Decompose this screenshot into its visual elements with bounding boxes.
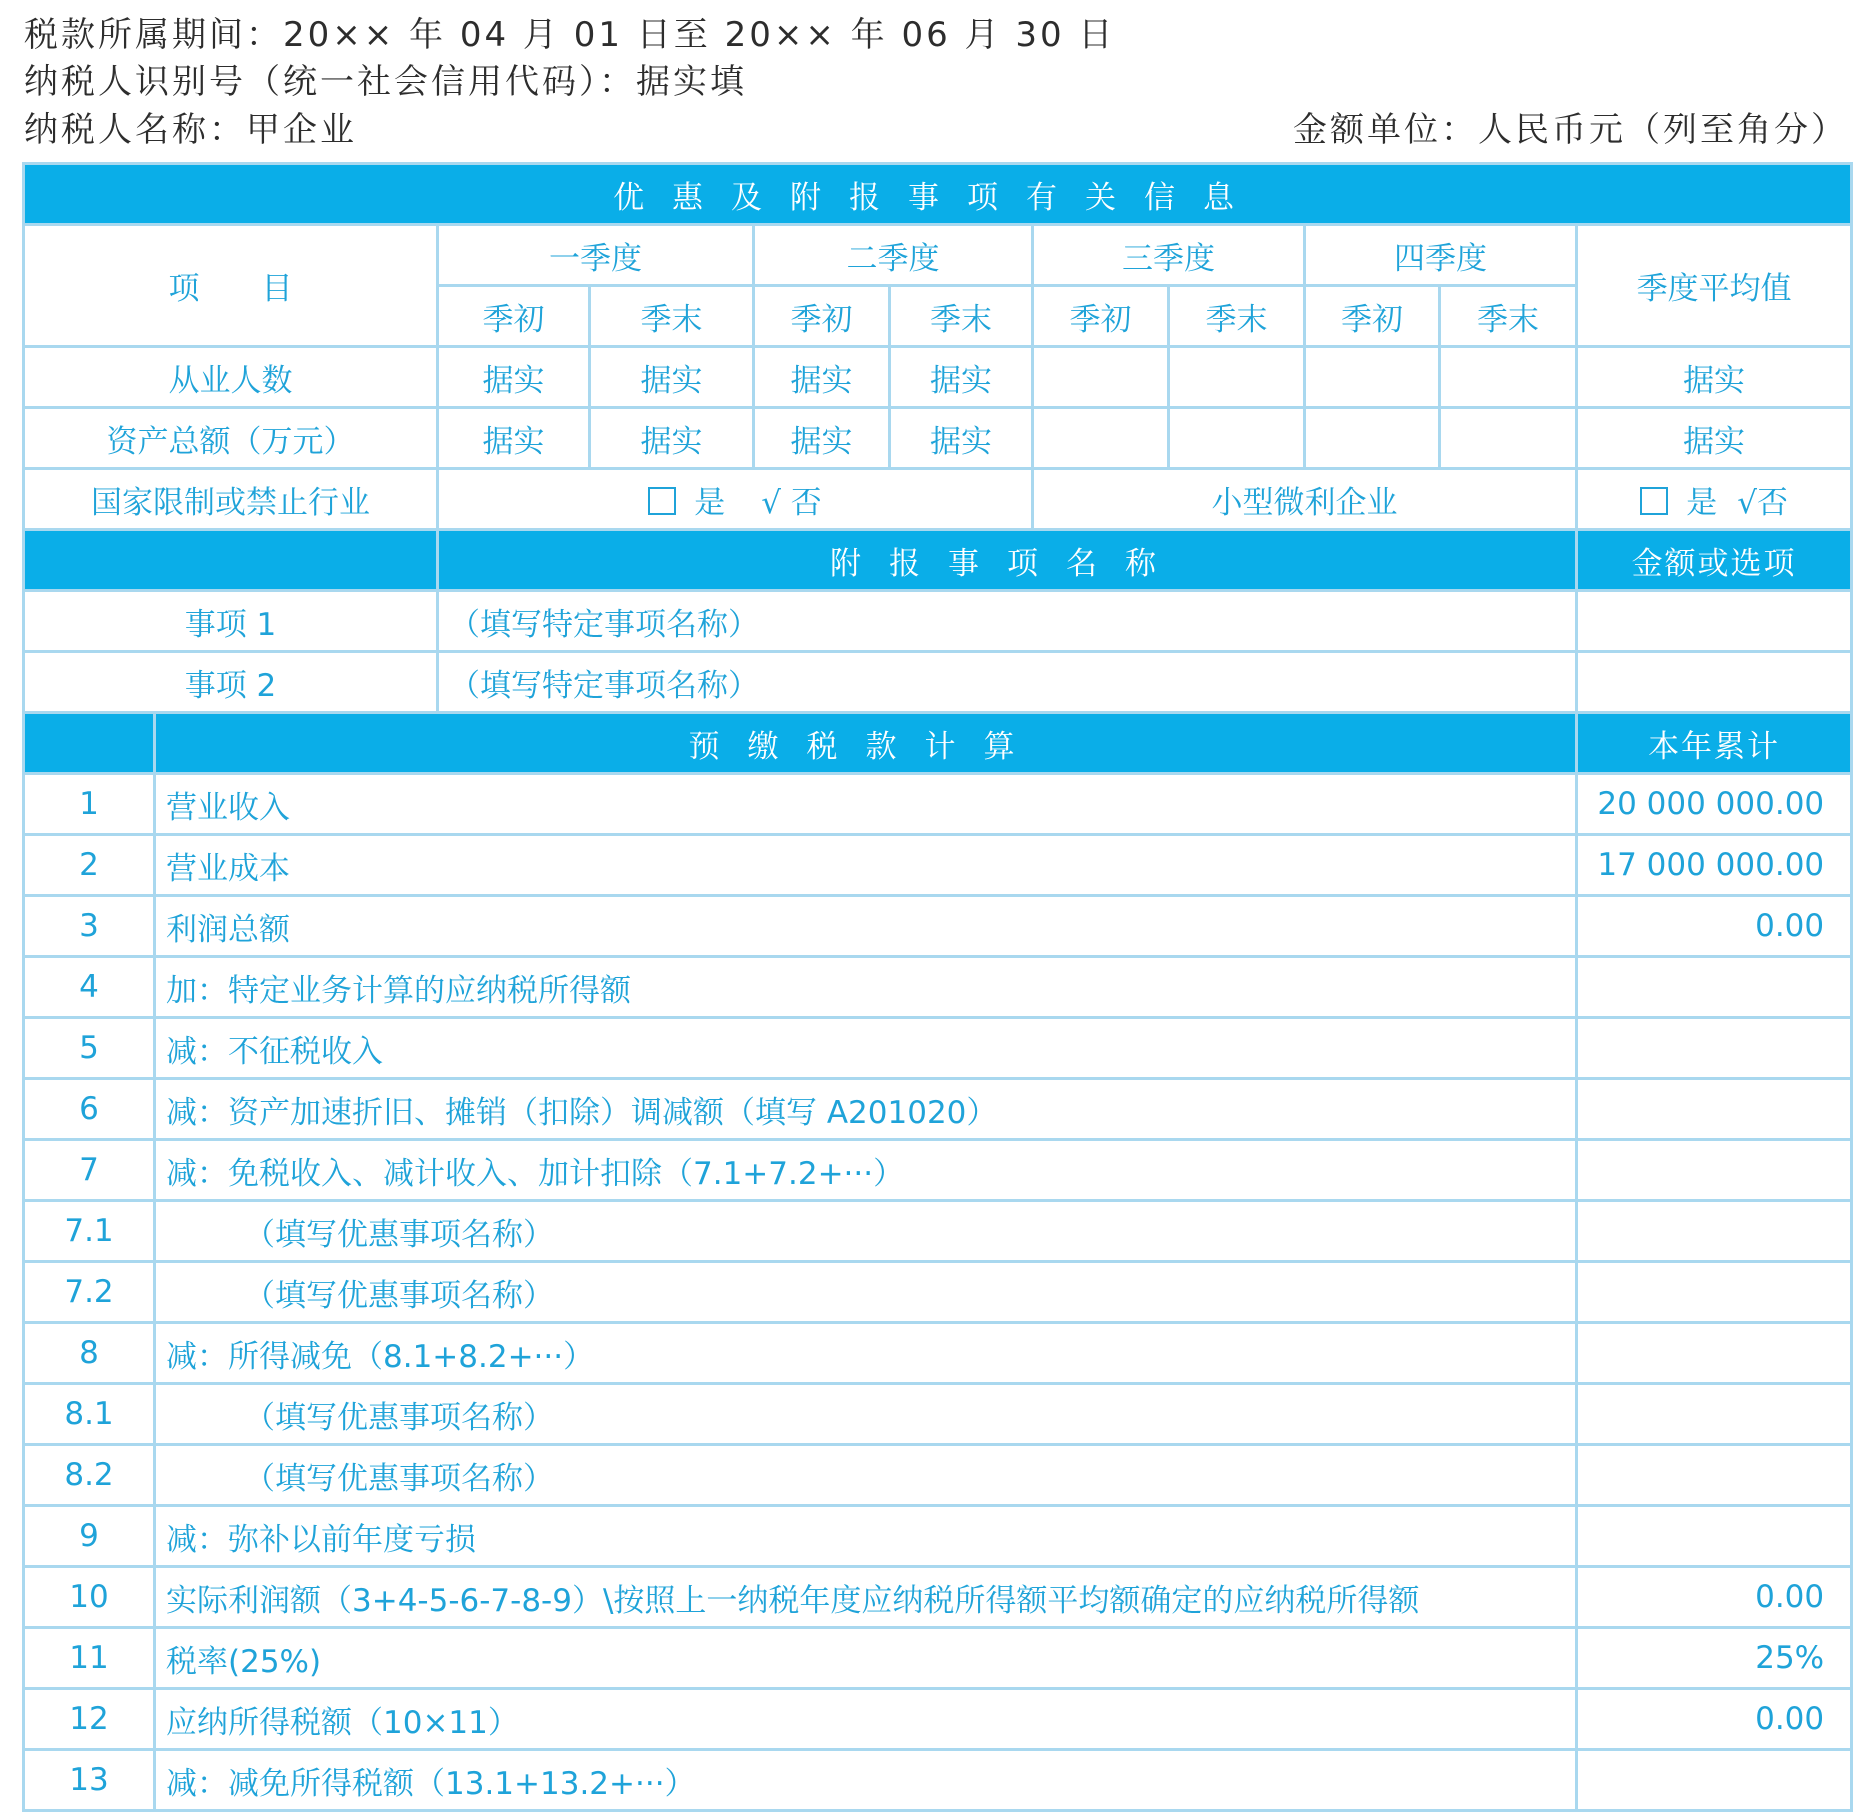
row-value[interactable]: 20 000 000.00 [1577,774,1852,835]
row-label: 减：免税收入、减计收入、加计扣除（7.1+7.2+···） [155,1140,1577,1201]
row-value[interactable]: 0.00 [1577,1689,1852,1750]
row-number: 4 [24,957,155,1018]
calc-row [24,957,1852,1018]
total-assets-label: 资产总额（万元） [24,408,438,469]
calc-row [24,1567,1852,1628]
row-number: 1 [24,774,155,835]
restricted-industry-row [24,469,1852,530]
quarter-1-header: 一季度 [438,225,754,286]
checkbox-icon[interactable] [648,487,676,515]
row-value[interactable] [1577,1201,1852,1262]
row-value[interactable]: 0.00 [1577,1567,1852,1628]
row-number: 9 [24,1506,155,1567]
row-label: 利润总额 [155,896,1577,957]
row-label: 加：特定业务计算的应纳税所得额 [155,957,1577,1018]
average-header: 季度平均值 [1577,225,1852,347]
row-value[interactable] [1577,957,1852,1018]
small-no-option[interactable]: √否 [1737,484,1788,521]
period-line: 税款所属期间：20×× 年 04 月 01 日至 20×× 年 06 月 30 日 [24,15,1116,55]
checkbox-icon[interactable] [1640,487,1668,515]
q3-end-header: 季末 [1169,286,1305,347]
restricted-industry-options [438,469,1033,530]
item-header: 项 目 [24,225,438,347]
section2-title: 附报事项名称 [438,530,1577,591]
calc-row [24,1323,1852,1384]
row-value[interactable] [1577,1140,1852,1201]
section2-blank [24,530,438,591]
row-label: （填写优惠事项名称） [155,1384,1577,1445]
attached-item-name[interactable]: （填写特定事项名称） [438,591,1577,652]
row-value[interactable] [1577,1750,1852,1811]
calc-row [24,1506,1852,1567]
q2-start-header: 季初 [754,286,890,347]
attached-item-row [24,591,1852,652]
total-header: 本年累计 [1577,713,1852,774]
row-number: 8.1 [24,1384,155,1445]
row-value[interactable] [1577,1262,1852,1323]
q2-end-header: 季末 [890,286,1033,347]
row-label: 减：弥补以前年度亏损 [155,1506,1577,1567]
q1-start-header: 季初 [438,286,590,347]
tax-prepayment-table [22,162,1853,1812]
calc-row [24,1445,1852,1506]
calc-row [24,1201,1852,1262]
value-cell[interactable]: 据实 [590,347,754,408]
taxpayer-name-line: 纳税人名称：甲企业 [24,110,357,150]
row-label: （填写优惠事项名称） [155,1201,1577,1262]
row-value[interactable] [1577,1506,1852,1567]
calc-row [24,1628,1852,1689]
row-number: 7.1 [24,1201,155,1262]
attached-item-label: 事项 2 [24,652,438,713]
q4-start-header: 季初 [1305,286,1440,347]
row-number: 11 [24,1628,155,1689]
amount-unit-line: 金额单位：人民币元（列至角分） [1293,110,1848,150]
row-value[interactable] [1577,1323,1852,1384]
average-cell[interactable]: 据实 [1577,408,1852,469]
small-enterprise-options [1577,469,1852,530]
value-cell[interactable]: 据实 [438,408,590,469]
calc-row [24,835,1852,896]
attached-item-name[interactable]: （填写特定事项名称） [438,652,1577,713]
restricted-yes-option[interactable]: 是 [694,484,726,521]
section3-title: 预缴税款计算 [155,713,1577,774]
section2-title-row [24,530,1852,591]
row-number: 13 [24,1750,155,1811]
attached-item-value[interactable] [1577,591,1852,652]
calc-row [24,774,1852,835]
employee-count-label: 从业人数 [24,347,438,408]
value-cell[interactable] [1305,347,1440,408]
row-value[interactable] [1577,1384,1852,1445]
calc-row [24,1689,1852,1750]
value-cell[interactable] [1305,408,1440,469]
calc-row [24,1384,1852,1445]
calc-row [24,896,1852,957]
value-cell[interactable]: 据实 [754,347,890,408]
calc-row [24,1750,1852,1811]
calc-row [24,1262,1852,1323]
row-value[interactable] [1577,1445,1852,1506]
row-value[interactable]: 17 000 000.00 [1577,835,1852,896]
row-label: （填写优惠事项名称） [155,1445,1577,1506]
row-label: 实际利润额（3+4-5-6-7-8-9）\按照上一纳税年度应纳税所得额平均额确定的应纳税所得额 [155,1567,1577,1628]
value-cell[interactable] [1169,408,1305,469]
row-number: 2 [24,835,155,896]
section1-title-row [24,164,1852,225]
row-label: 税率(25%) [155,1628,1577,1689]
value-cell[interactable]: 据实 [890,408,1033,469]
section3-blank [24,713,155,774]
quarter-header-row [24,225,1852,286]
row-number: 6 [24,1079,155,1140]
value-cell[interactable] [1440,408,1577,469]
attached-item-value[interactable] [1577,652,1852,713]
value-cell[interactable] [1169,347,1305,408]
quarter-3-header: 三季度 [1033,225,1305,286]
row-value[interactable] [1577,1018,1852,1079]
row-number: 3 [24,896,155,957]
restricted-industry-label: 国家限制或禁止行业 [24,469,438,530]
row-value[interactable]: 25% [1577,1628,1852,1689]
section1-title: 优惠及附报事项有关信息 [24,164,1852,225]
row-label: 减：所得减免（8.1+8.2+···） [155,1323,1577,1384]
row-label: 减：不征税收入 [155,1018,1577,1079]
small-enterprise-label: 小型微利企业 [1033,469,1577,530]
total-assets-row [24,408,1852,469]
calc-row [24,1018,1852,1079]
value-cell[interactable]: 据实 [590,408,754,469]
row-number: 8 [24,1323,155,1384]
value-cell[interactable]: 据实 [438,347,590,408]
row-label: 减：资产加速折旧、摊销（扣除）调减额（填写 A201020） [155,1079,1577,1140]
section3-title-row [24,713,1852,774]
row-label: 应纳所得税额（10×11） [155,1689,1577,1750]
row-label: 营业收入 [155,774,1577,835]
row-value[interactable]: 0.00 [1577,896,1852,957]
row-label: （填写优惠事项名称） [155,1262,1577,1323]
row-number: 10 [24,1567,155,1628]
attached-item-row [24,652,1852,713]
row-value[interactable] [1577,1079,1852,1140]
row-label: 营业成本 [155,835,1577,896]
row-number: 8.2 [24,1445,155,1506]
employee-count-row [24,347,1852,408]
calc-row [24,1079,1852,1140]
value-cell[interactable] [1033,347,1169,408]
taxpayer-id-line: 纳税人识别号（统一社会信用代码）：据实填 [24,62,747,102]
q1-end-header: 季末 [590,286,754,347]
value-cell[interactable] [1033,408,1169,469]
attached-item-label: 事项 1 [24,591,438,652]
row-number: 5 [24,1018,155,1079]
value-cell[interactable]: 据实 [890,347,1033,408]
restricted-no-option[interactable]: √ 否 [761,484,822,521]
quarter-4-header: 四季度 [1305,225,1577,286]
q4-end-header: 季末 [1440,286,1577,347]
row-number: 12 [24,1689,155,1750]
amount-header: 金额或选项 [1577,530,1852,591]
q3-start-header: 季初 [1033,286,1169,347]
average-cell[interactable]: 据实 [1577,347,1852,408]
row-label: 减：减免所得税额（13.1+13.2+···） [155,1750,1577,1811]
small-yes-option[interactable]: 是 [1686,484,1718,521]
row-number: 7.2 [24,1262,155,1323]
calc-row [24,1140,1852,1201]
row-number: 7 [24,1140,155,1201]
value-cell[interactable]: 据实 [754,408,890,469]
quarter-2-header: 二季度 [754,225,1033,286]
value-cell[interactable] [1440,347,1577,408]
